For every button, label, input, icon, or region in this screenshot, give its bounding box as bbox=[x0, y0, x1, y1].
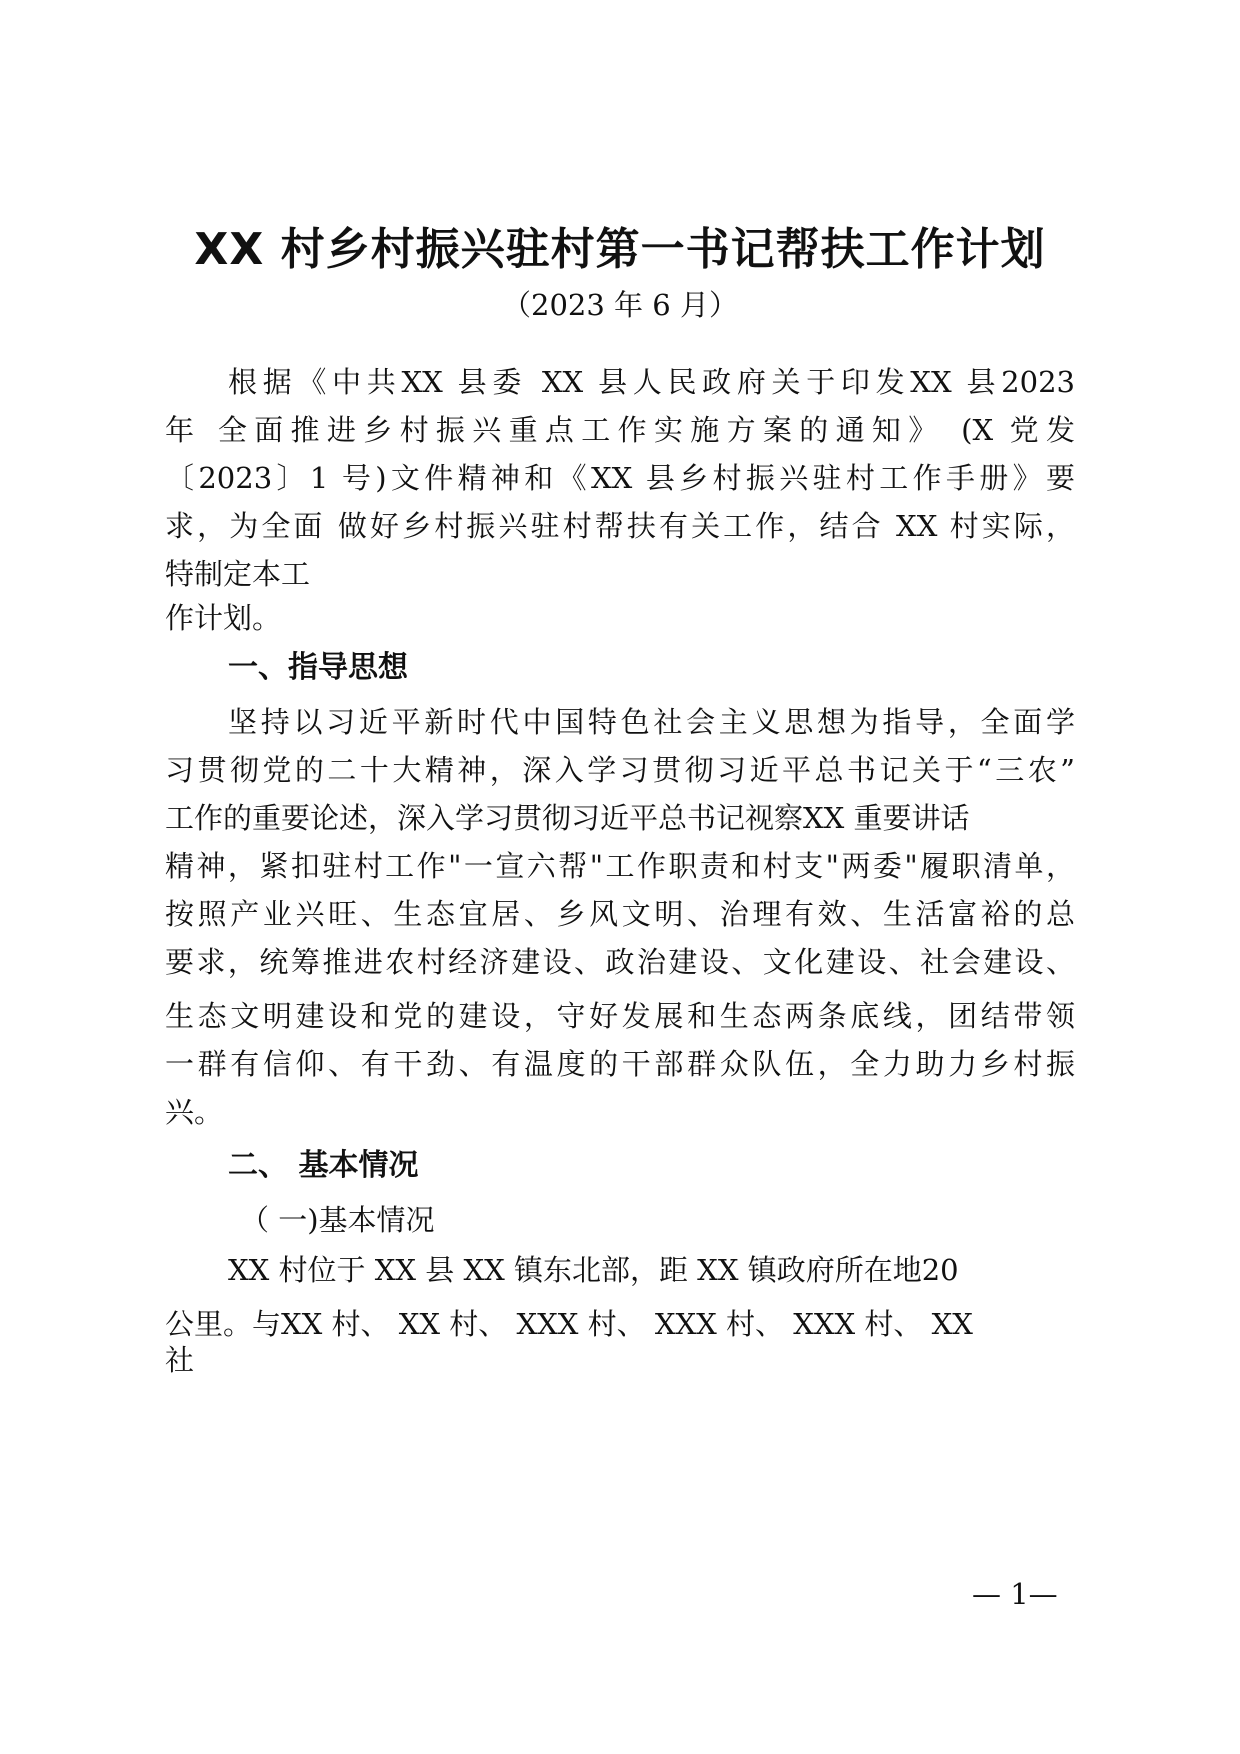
section-heading-basic-situation: 二、 基本情况 bbox=[228, 1148, 419, 1183]
paragraph-line: 公里。与XX 村、 XX 村、 XXX 村、 XXX 村、 XXX 村、 XX bbox=[165, 1307, 973, 1341]
paragraph-line: XX 村位于 XX 县 XX 镇东北部，距 XX 镇政府所在地20 bbox=[228, 1253, 959, 1287]
document-title: XX 村乡村振兴驻村第一书记帮扶工作计划 bbox=[194, 224, 1046, 275]
page-number: — 1— bbox=[972, 1577, 1058, 1611]
intro-line: 〔2023〕1 号)文件精神和《XX 县乡村振兴驻村工作手册》要 bbox=[165, 461, 1075, 495]
section-heading-guiding-ideology: 一、指导思想 bbox=[228, 650, 408, 685]
paragraph-line: 习贯彻党的二十大精神，深入学习贯彻习近平总书记关于“三农” bbox=[165, 753, 1075, 787]
intro-line: 特制定本工 bbox=[165, 557, 311, 591]
paragraph-line: 社 bbox=[165, 1343, 195, 1377]
document-date: （2023 年 6 月） bbox=[502, 288, 738, 322]
intro-line: 根据《中共XX 县委 XX 县人民政府关于印发XX 县2023 bbox=[228, 365, 1075, 399]
paragraph-line: 坚持以习近平新时代中国特色社会主义思想为指导，全面学 bbox=[228, 705, 1075, 739]
paragraph-line: 生态文明建设和党的建设，守好发展和生态两条底线，团结带领 bbox=[165, 999, 1075, 1033]
paragraph-line: 兴。 bbox=[165, 1095, 224, 1129]
subsection-heading: （ 一)基本情况 bbox=[240, 1203, 435, 1237]
paragraph-line: 要求，统筹推进农村经济建设、政治建设、文化建设、社会建设、 bbox=[165, 945, 1075, 979]
intro-line: 年 全面推进乡村振兴重点工作实施方案的通知》 (X 党发 bbox=[165, 413, 1075, 447]
paragraph-line: 精神，紧扣驻村工作"一宣六帮"工作职责和村支"两委"履职清单， bbox=[165, 849, 1075, 883]
intro-line: 作计划。 bbox=[165, 601, 282, 635]
paragraph-line: 工作的重要论述，深入学习贯彻习近平总书记视察XX 重要讲话 bbox=[165, 801, 970, 835]
paragraph-line: 按照产业兴旺、生态宜居、乡风文明、治理有效、生活富裕的总 bbox=[165, 897, 1075, 931]
paragraph-line: 一群有信仰、有干劲、有温度的干部群众队伍，全力助力乡村振 bbox=[165, 1047, 1075, 1081]
intro-line: 求，为全面 做好乡村振兴驻村帮扶有关工作，结合 XX 村实际， bbox=[165, 509, 1075, 543]
